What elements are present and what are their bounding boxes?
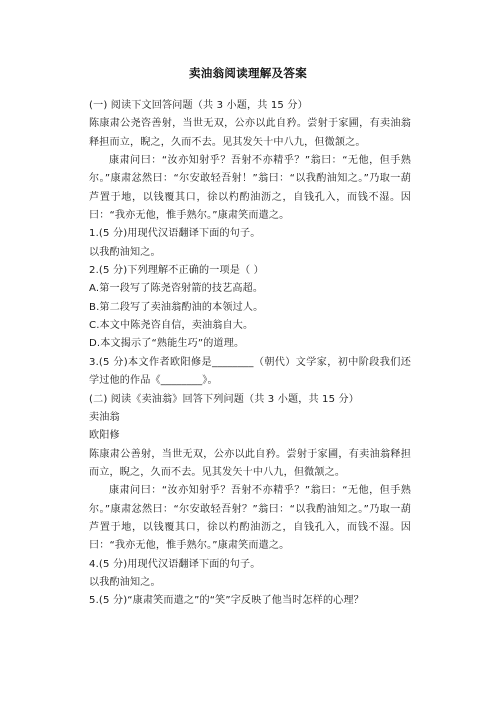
- paragraph: (二) 阅读《卖油翁》回答下列问题（共 3 小题，共 15 分）: [89, 393, 360, 405]
- document-title: 卖油翁阅读理解及答案: [189, 66, 307, 80]
- document-body: [89, 97, 411, 611]
- paragraph: 康肃问曰：“汝亦知射乎？吾射不亦精乎？”翁曰：“无他，但手熟尔。”康肃忿然曰：“尔安敢轻吾射？”翁曰：“以我酌油知之。”乃取一葫芦置于地，以钱覆其口，徐以杓酌油沥之，自钱孔入，而钱不湿。因曰：“我亦无他，惟手熟尔。”康肃笑而遣之。: [89, 485, 411, 552]
- paragraph: 卖油翁: [89, 411, 120, 423]
- paragraph: 陈康肃公尧咨善射，当世无双，公亦以此自矜。尝射于家圃，有卖油翁释担而立，睨之，久而不去。见其发矢十中八九，但微颔之。: [89, 118, 411, 148]
- paragraph: 5.(5 分)“康肃笑而遣之”的“笑”字反映了他当时怎样的心理？: [89, 595, 364, 607]
- paragraph: 3.(5 分)本文作者欧阳修是________（朝代）文学家，初中阶段我们还学过他的作品《________》。: [89, 356, 411, 387]
- paragraph: 1.(5 分)用现代汉语翻译下面的句子。: [89, 228, 261, 240]
- paragraph: 欧阳修: [89, 430, 120, 442]
- paragraph: 陈康肃公善射，当世无双，公亦以此自矜。尝射于家圃，有卖油翁释担而立，睨之，久而不去。见其发矢十中八九，但微颔之。: [89, 448, 411, 478]
- paragraph: 以我酌油知之。: [89, 246, 161, 258]
- paragraph: C.本文中陈尧咨自信，卖油翁自大。: [89, 320, 254, 332]
- paragraph: 康肃问曰：“汝亦知射乎？吾射不亦精乎？”翁曰：“无他，但手熟尔。”康肃忿然曰：“尔安敢轻吾射！”翁曰：“以我酌油知之。”乃取一葫芦置于地，以钱覆其口，徐以杓酌油沥之，自钱孔入，而钱不湿。因曰：“我亦无他，惟手熟尔。”康肃笑而遣之。: [89, 155, 411, 222]
- paragraph: 2.(5 分)下列理解不正确的一项是（ ）: [89, 265, 264, 277]
- paragraph: A.第一段写了陈尧咨射箭的技艺高超。: [89, 283, 264, 295]
- paragraph: D.本文揭示了“熟能生巧”的道理。: [89, 338, 245, 350]
- paragraph: 4.(5 分)用现代汉语翻译下面的句子。: [89, 558, 261, 570]
- paragraph: 以我酌油知之。: [89, 576, 161, 588]
- paragraph: B.第二段写了卖油翁酌油的本领过人。: [89, 301, 264, 313]
- paragraph: (一) 阅读下文回答问题（共 3 小题，共 15 分）: [89, 100, 308, 111]
